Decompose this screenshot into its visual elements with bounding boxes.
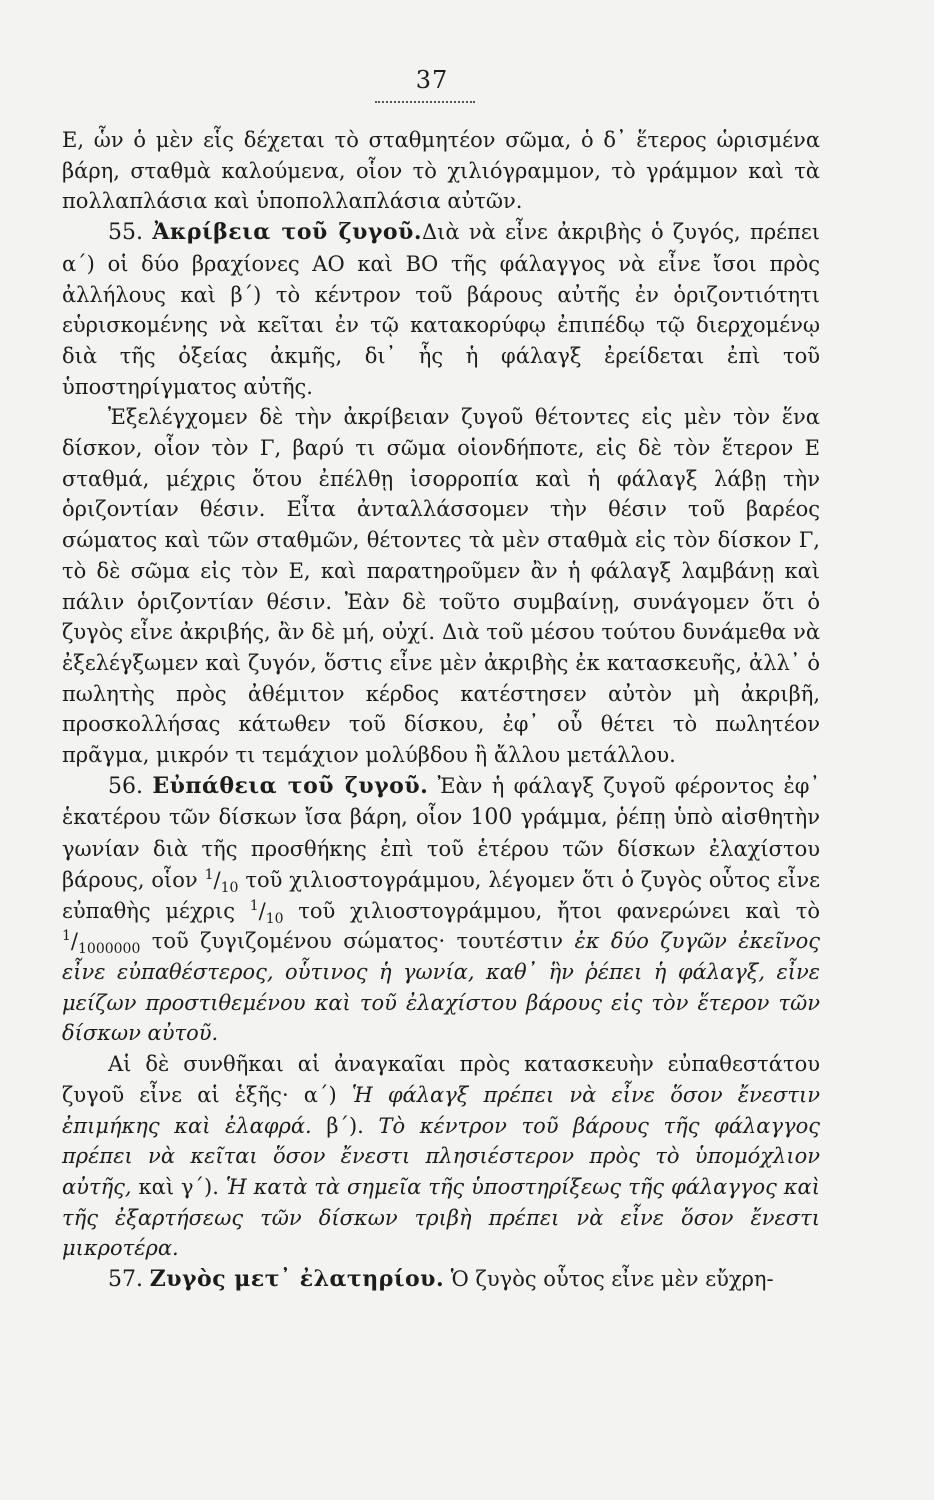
page-body: [62, 125, 820, 1296]
condition-b: Τὸ κέντρον τοῦ βάρους τῆς φάλαγγος πρέπει νὰ κεῖται ὅσον ἔνεστι πλησιέστερον πρὸς τὸ ὑπομόχλιον αὐτῆς,: [62, 1113, 820, 1199]
section-56-title: Εὐπάθεια τοῦ ζυγοῦ.: [152, 772, 429, 799]
fraction-numerator-3: 1: [62, 928, 71, 945]
section-56-text-1: Ἐὰν ἡ φάλαγξ ζυγοῦ φέροντος ἐφ᾽ ἑκατέρου τῶν δίσκων ἴσα βάρη, οἷον: [62, 773, 820, 830]
section-56-number-100: 100: [470, 805, 513, 831]
section-56-text-2: γράμμα, ῥέπῃ ὑπὸ αἰσθητὴν γωνίαν διὰ τῆς προσθήκης ἐπὶ τοῦ ἑτέρου τῶν δίσκων ἐλαχίστου βάρους, οἷον: [62, 805, 821, 892]
section-57-text: Ὁ ζυγὸς οὗτος εἶνε μὲν εὔχρη-: [450, 1267, 774, 1292]
section-56-conditions: [62, 1049, 820, 1264]
condition-b-label: β΄).: [326, 1113, 364, 1138]
fraction-denominator-2: 10: [265, 910, 284, 927]
page-number: 37: [415, 66, 449, 94]
condition-a: Ἡ φάλαγξ πρέπει νὰ εἶνε ὅσον ἔνεστιν ἐπιμήκης καὶ ἐλαφρά.: [62, 1082, 820, 1138]
fraction-numerator: 1: [204, 866, 214, 883]
paragraph-continuation: Ε, ὧν ὁ μὲν εἷς δέχεται τὸ σταθμητέον σῶμα, ὁ δ᾽ ἕτερος ὡρισμένα βάρη, σταθμὰ καλούμενα, οἷον τὸ χιλιόγραμμον, τὸ γράμμον καὶ τὰ πολλαπλάσια καὶ ὑποπολλαπλάσια αὐτῶν.: [62, 128, 820, 214]
section-57-title: Ζυγὸς μετ᾽ ἐλατηρίου.: [149, 1266, 445, 1293]
section-55-number: 55.: [108, 220, 143, 246]
section-56-text-5: τοῦ ζυγιζομένου σώματος· τουτέστιν: [151, 929, 564, 954]
fraction-numerator-2: 1: [249, 897, 259, 914]
section-57: [62, 1264, 820, 1296]
condition-c-label: καὶ γ΄).: [138, 1174, 219, 1199]
section-55: [62, 217, 820, 402]
section-56-text-6: ἐκ δύο ζυγῶν ἐκεῖνος εἶνε εὐπαθέστερος, οὗτινος ἡ γωνία, καθ᾽ ἣν ῥέπει ἡ φάλαγξ, εἶνε μείζων προστιθεμένου καὶ τοῦ ἐλαχίστου βάρους εἰς τὸν ἕτερον τῶν δίσκων αὐτοῦ.: [62, 929, 820, 1046]
section-55-title: Ἀκρίβεια τοῦ ζυγοῦ.: [152, 219, 422, 246]
condition-c: Ἡ κατὰ τὰ σημεῖα τῆς ὑποστηρίξεως τῆς φάλαγγος καὶ τῆς ἐξαρτήσεως τῶν δίσκων τριβὴ πρέπει νὰ εἶνε ὅσον ἔνεστι μικροτέρα.: [62, 1174, 820, 1261]
section-56-number: 56.: [108, 773, 143, 799]
fraction-denominator-3: 1000000: [78, 941, 141, 958]
header-rule: [375, 101, 475, 103]
section-56: 56. Εὐπάθεια τοῦ ζυγοῦ. Ἐὰν ἡ φάλαγξ ζυγοῦ φέροντος ἐφ᾽ ἑκατέρου τῶν δίσκων ἴσα βάρη, οἷον 100 γράμμα, ῥέπῃ ὑπὸ αἰσθητὴν γωνίαν διὰ τῆς προσθήκης ἐπὶ τοῦ ἑτέρου τῶν δίσκων ἐλαχίστου βάρους, οἷον $^1/_{10}$ τοῦ χιλιοστογράμμου, λέγομεν ὅτι ὁ ζυγὸς οὗτος εἶνε εὐπαθὴς μέχρις $^1/_{10}$ τοῦ χιλιοστογράμμου, ἤτοι φανερώνει καὶ τὸ $^1/_{1000000}$ τοῦ ζυγιζομένου σώματος· τουτέστιν ἐκ δύο ζυγῶν ἐκεῖνος εἶνε εὐπαθέστερος, οὗτινος ἡ γωνία, καθ᾽ ἣν ῥέπει ἡ φάλαγξ, εἶνε μείζων προστιθεμένου καὶ τοῦ ἐλαχίστου βάρους εἰς τὸν ἕτερον τῶν δίσκων αὐτοῦ.: [62, 772, 821, 1046]
section-56-text-4: τοῦ χιλιοστογράμμου, ἤτοι φανερώνει καὶ τὸ: [298, 898, 820, 923]
section-56-text-3: τοῦ χιλιοστογράμμου, λέγομεν ὅτι ὁ ζυγὸς οὗτος εἶνε εὐπαθὴς μέχρις: [62, 867, 820, 923]
fraction-denominator: 10: [220, 880, 239, 897]
section-55-text: Διὰ νὰ εἶνε ἀκριβὴς ὁ ζυγός, πρέπει α΄) οἱ δύο βραχίονες ΑΟ καὶ ΒΟ τῆς φάλαγγος νὰ εἶνε ἴσοι πρὸς ἀλλήλους καὶ β΄) τὸ κέντρον τοῦ βάρους αὐτῆς ἐν ὁριζοντιότητι εὑρισκομένης νὰ κεῖται ἐν τῷ κατακορύφῳ ἐπιπέδῳ τῷ διερχομένῳ διὰ τῆς ὀξείας ἀκμῆς, δι᾽ ἧς ἡ φάλαγξ ἐρείδεται ἐπὶ τοῦ ὑποστηρίγματος αὐτῆς.: [62, 220, 820, 399]
section-57-number: 57.: [108, 1267, 143, 1293]
section-55-paragraph-2: Ἐξελέγχομεν δὲ τὴν ἀκρίβειαν ζυγοῦ θέτοντες εἰς μὲν τὸν ἕνα δίσκον, οἷον τὸν Γ, βαρύ τι σῶμα οἱονδήποτε, εἰς δὲ τὸν ἕτερον Ε σταθμά, μέχρις ὅτου ἐπέλθῃ ἰσορροπία καὶ ἡ φάλαγξ λάβῃ τὴν ὁριζοντίαν θέσιν. Εἶτα ἀνταλλάσσομεν τὴν θέσιν τοῦ βαρέος σώματος καὶ τῶν σταθμῶν, θέτοντες τὰ μὲν σταθμὰ εἰς τὸν δίσκον Γ, τὸ δὲ σῶμα εἰς τὸν Ε, καὶ παρατηροῦμεν ἂν ἡ φάλαγξ λαμβάνῃ καὶ πάλιν ὁριζοντίαν θέσιν. Ἐὰν δὲ τοῦτο συμβαίνῃ, συνάγομεν ὅτι ὁ ζυγὸς εἶνε ἀκριβής, ἂν δὲ μή, οὐχί. Διὰ τοῦ μέσου τούτου δυνάμεθα νὰ ἐξελέγξωμεν καὶ ζυγόν, ὅστις εἶνε μὲν ἀκριβὴς ἐκ κατασκευῆς, ἀλλ᾽ ὁ πωλητὴς πρὸς ἀθέμιτον κέρδος κατέστησεν αὐτὸν μὴ ἀκριβῆ, προσκολλήσας κάτωθεν τοῦ δίσκου, ἐφ᾽ οὗ θέτει τὸ πωλητέον πρᾶγμα, μικρόν τι τεμάχιον μολύβδου ἢ ἄλλου μετάλλου.: [62, 405, 820, 768]
conditions-intro: Αἱ δὲ συνθῆκαι αἱ ἀναγκαῖαι πρὸς κατασκευὴν εὐπαθεστάτου ζυγοῦ εἶνε αἱ ἑξῆς· α΄): [62, 1052, 820, 1107]
